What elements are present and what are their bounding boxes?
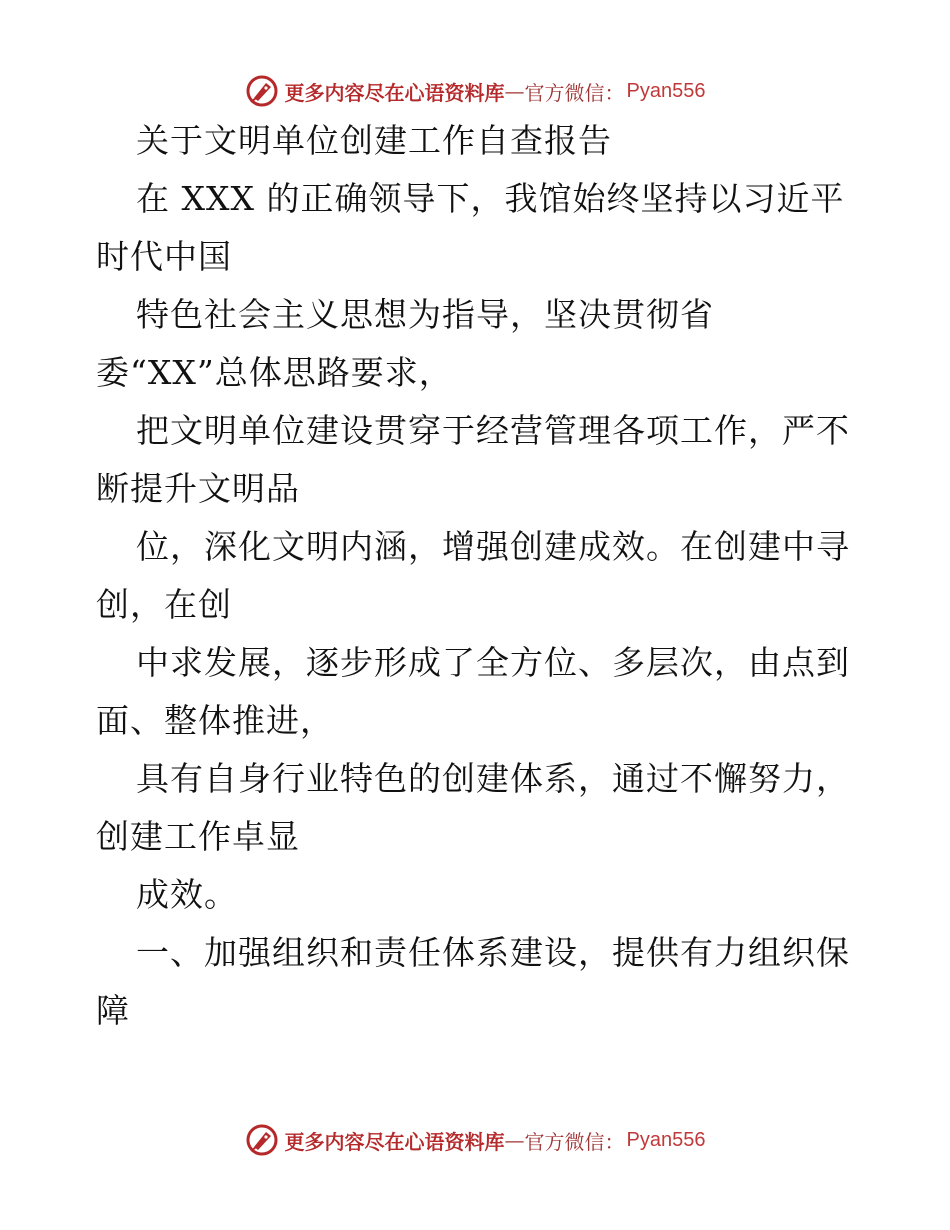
watermark-text [285,77,706,106]
document-title: 关于文明单位创建工作自查报告 [136,121,612,160]
footer-watermark-banner [0,1120,950,1160]
paragraph-line: 面、整体推进， [96,701,334,740]
paragraph-line: 位，深化文明内涵，增强创建成效。在创建中寻 [136,527,850,566]
watermark-main-text: 更多内容尽在心语资料库 [284,80,505,105]
watermark-content [245,74,706,108]
watermark-main-text: 更多内容尽在心语资料库 [284,1129,505,1154]
watermark-separator: — [504,1128,525,1152]
pen-nib-logo-icon [245,74,279,108]
watermark-content [245,1123,706,1157]
paragraph-line: 具有自身行业特色的创建体系，通过不懈努力， [136,759,850,798]
paragraph-line: 成效。 [136,875,238,914]
paragraph-line: 时代中国 [96,237,232,276]
paragraph-line: 中求发展，逐步形成了全方位、多层次，由点到 [136,643,850,682]
watermark-wechat-id: Pyan556 [626,1128,706,1151]
paragraph-line: 委“XX”总体思路要求， [96,353,453,392]
header-watermark-banner [0,71,950,111]
watermark-wechat-label: 官方微信： [524,80,625,105]
section-heading-continued: 障 [96,991,130,1030]
watermark-separator: — [504,79,525,103]
paragraph-line: 断提升文明品 [96,469,300,508]
section-heading: 一、加强组织和责任体系建设，提供有力组织保 [136,933,850,972]
paragraph-line: 创，在创 [96,585,232,624]
watermark-text [285,1126,706,1155]
paragraph-line: 创建工作卓显 [96,817,300,856]
paragraph-line: 把文明单位建设贯穿于经营管理各项工作，严不 [136,411,850,450]
document-body [0,112,950,1040]
watermark-wechat-id: Pyan556 [626,79,706,102]
watermark-wechat-label: 官方微信： [524,1129,625,1154]
paragraph-line: 在 XXX 的正确领导下，我馆始终坚持以习近平 [136,179,845,218]
pen-nib-logo-icon [245,1123,279,1157]
paragraph-line: 特色社会主义思想为指导，坚决贯彻省 [136,295,714,334]
